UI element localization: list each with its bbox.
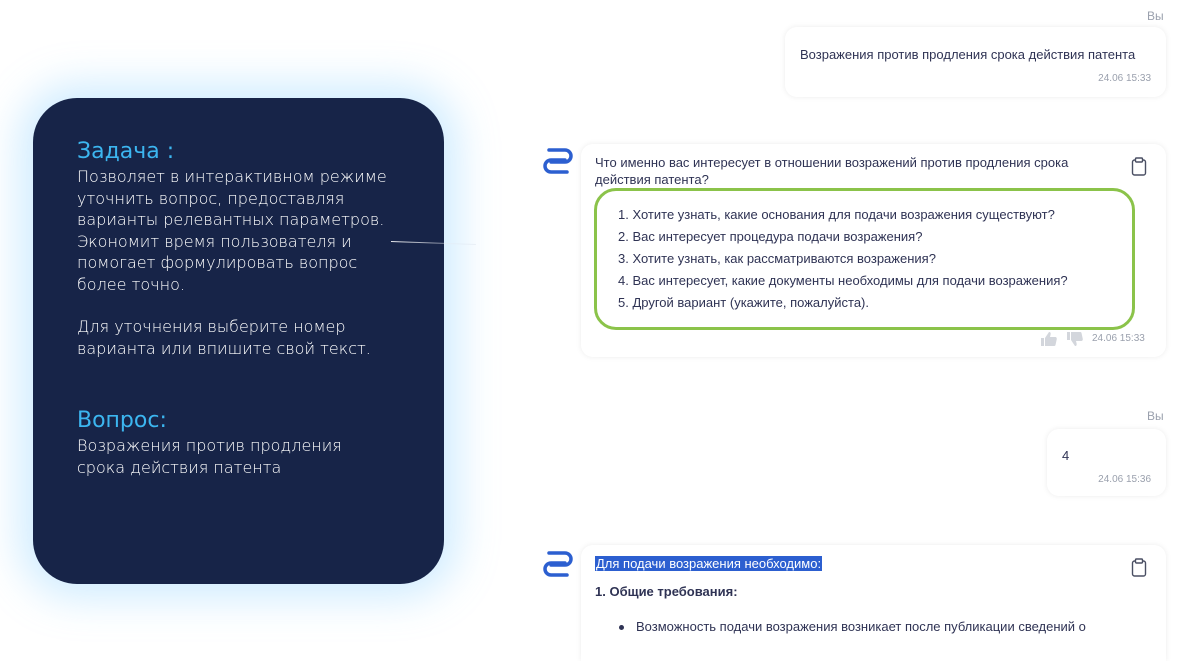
intro-line: действия патента? <box>595 172 709 187</box>
question-heading: Вопрос: <box>77 408 167 433</box>
list-item <box>619 619 1086 634</box>
bot-intro <box>595 154 1105 188</box>
option-item[interactable]: 2. Вас интересует процедура подачи возражения? <box>618 229 923 244</box>
list-item-text: Возможность подачи возражения возникает после публикации сведений о <box>636 619 1086 634</box>
bullet-icon <box>619 625 624 630</box>
task-line: помогает формулировать вопрос <box>77 253 358 272</box>
question-line: Возражения против продления <box>77 436 342 455</box>
message-time: 24.06 15:33 <box>1092 333 1145 344</box>
option-item[interactable]: 4. Вас интересует, какие документы необходимы для подачи возражения? <box>618 273 1068 288</box>
task-line: Экономит время пользователя и <box>77 231 352 251</box>
sender-label: Вы <box>1147 9 1164 23</box>
task-hint <box>77 316 407 359</box>
option-item[interactable]: 3. Хотите узнать, как рассматриваются возражения? <box>618 251 936 266</box>
question-text <box>77 435 407 478</box>
task-line: более точно. <box>77 274 185 294</box>
bot-answer-intro <box>595 555 822 572</box>
task-line: уточнить вопрос, предоставляя <box>77 188 345 208</box>
clipboard-icon[interactable] <box>1131 558 1147 577</box>
hint-line: Для уточнения выберите номер <box>77 317 346 336</box>
option-item[interactable]: 1. Хотите узнать, какие основания для подачи возражения существуют? <box>618 207 1055 222</box>
clipboard-icon[interactable] <box>1131 157 1147 176</box>
task-line: Позволяет в интерактивном режиме <box>77 167 387 186</box>
selected-text[interactable]: Для подачи возражения необходимо: <box>596 556 822 571</box>
message-time: 24.06 15:36 <box>1098 474 1151 485</box>
sender-label: Вы <box>1147 409 1164 423</box>
bot-logo-icon <box>541 146 575 176</box>
thumbs-up-icon[interactable] <box>1040 331 1058 347</box>
task-line: варианты релевантных параметров. <box>77 210 385 229</box>
task-description <box>77 166 407 295</box>
option-item[interactable]: 5. Другой вариант (укажите, пожалуйста). <box>618 295 869 310</box>
hint-line: варианта или впишите свой текст. <box>77 338 371 358</box>
section-title: 1. Общие требования: <box>595 584 738 599</box>
message-text: 4 <box>1062 448 1070 463</box>
bot-message <box>581 545 1166 661</box>
thumbs-down-icon[interactable] <box>1066 331 1084 347</box>
task-heading: Задача : <box>77 139 175 164</box>
message-time: 24.06 15:33 <box>1098 73 1151 84</box>
user-message <box>1047 429 1166 496</box>
options-list <box>594 188 1135 330</box>
bot-logo-icon <box>541 549 575 579</box>
user-message <box>785 27 1166 97</box>
question-line: срока действия патента <box>77 457 282 477</box>
info-panel <box>33 98 444 584</box>
intro-line: Что именно вас интересует в отношении возражений против продления срока <box>595 155 1069 170</box>
message-text: Возражения против продления срока действия патента <box>800 47 1136 62</box>
